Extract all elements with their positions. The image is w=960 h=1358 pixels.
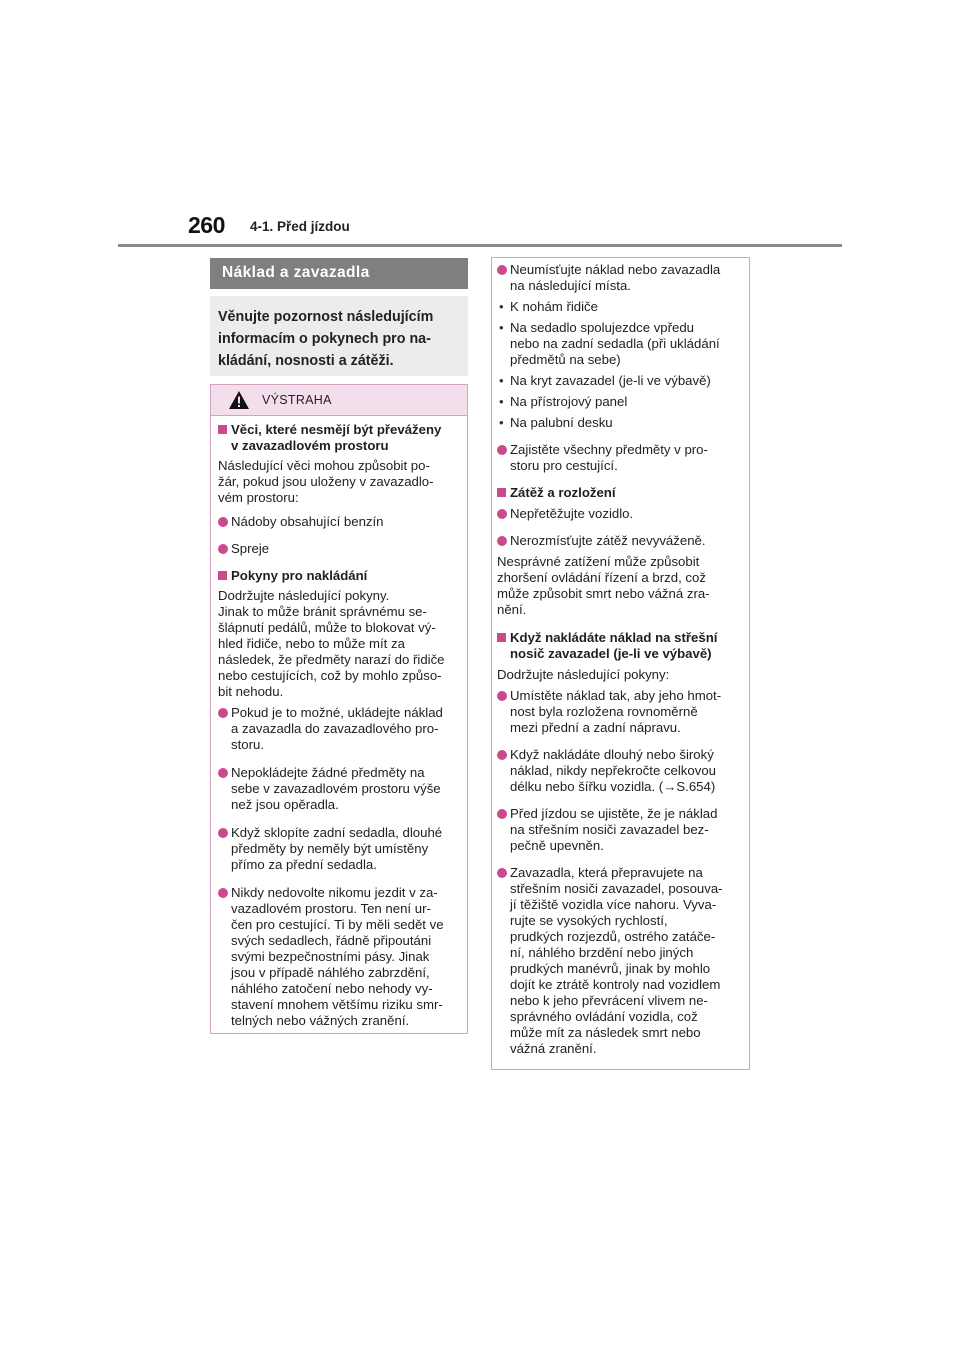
- text-line: svými bezpečnostními pásy. Jinak: [231, 949, 430, 964]
- text-line: může mít za následek smrt nebo: [510, 1025, 701, 1040]
- warning-triangle-icon: [228, 390, 250, 410]
- paragraph: [497, 554, 743, 618]
- text-line: vazadlovém prostoru. Ten není ur-: [231, 901, 431, 916]
- text-line: storu.: [231, 737, 264, 752]
- bullet-item: [497, 415, 743, 431]
- warning-heading: [497, 485, 743, 501]
- list-item: [497, 262, 743, 294]
- intro-box: [210, 296, 468, 376]
- warning-heading: [218, 422, 461, 454]
- text-line: svých sedadlech, řádně připoutáni: [231, 933, 432, 948]
- warning-heading: [497, 630, 743, 662]
- text-line: nění.: [497, 602, 527, 617]
- warning-box: [210, 384, 468, 1034]
- text-line: dojít ke ztrátě kontroly nad vozidlem: [510, 977, 721, 992]
- text-line: střešním nosiči zavazadel, posouva-: [510, 881, 723, 896]
- bullet-item: [497, 299, 743, 315]
- warning-label: VÝSTRAHA: [262, 393, 332, 407]
- text-line: sebe v zavazadlovém prostoru výše: [231, 781, 441, 796]
- text-line: Dodržujte následující pokyny:: [497, 667, 670, 682]
- text-line: mezi přední a zadní nápravu.: [510, 720, 681, 735]
- text-line: Dodržujte následující pokyny.: [218, 588, 390, 603]
- text-line: vážná zranění.: [510, 1041, 597, 1056]
- text-line: Nepřetěžujte vozidlo.: [510, 506, 634, 521]
- text-line: telných nebo vážných zranění.: [231, 1013, 410, 1028]
- text-line: • Na kryt zavazadel (je-li ve výbavě): [510, 373, 711, 388]
- list-item: [497, 506, 743, 522]
- text-line: bit nehodu.: [218, 684, 284, 699]
- text-line: jsou v případě náhlého zabrzdění,: [231, 965, 430, 980]
- text-line: a zavazadla do zavazadlového pro-: [231, 721, 439, 736]
- text-line: Zavazadla, která přepravujete na: [510, 865, 703, 880]
- list-item: [218, 885, 461, 1029]
- list-item: [218, 705, 461, 753]
- list-item: [497, 806, 743, 854]
- list-item: [218, 541, 461, 557]
- text-line: může způsobit smrt nebo vážná zra-: [497, 586, 710, 601]
- paragraph: [218, 588, 461, 700]
- warning-content: [211, 416, 467, 1029]
- text-line: stavení mnohem většímu riziku smr-: [231, 997, 443, 1012]
- list-item: [497, 865, 743, 1057]
- text-line: Nesprávné zatížení může způsobit: [497, 554, 700, 569]
- text-line: Nerozmísťujte zátěž nevyváženě.: [510, 533, 706, 548]
- text-line: Když nakládáte náklad na střešní: [510, 630, 718, 645]
- text-line: pečně upevněn.: [510, 838, 604, 853]
- text-line: • Na sedadlo spolujezdce vpředu: [510, 320, 695, 335]
- text-line: na následující místa.: [510, 278, 631, 293]
- text-line: Spreje: [231, 541, 270, 556]
- text-line: Neumísťujte náklad nebo zavazadla: [510, 262, 721, 277]
- text-line: Nepokládejte žádné předměty na: [231, 765, 425, 780]
- text-line: Nádoby obsahující benzín: [231, 514, 384, 529]
- section-title: Náklad a zavazadla: [210, 258, 468, 289]
- text-line: Zajistěte všechny předměty v pro-: [510, 442, 708, 457]
- bullet-item: [497, 373, 743, 389]
- text-line: • Na palubní desku: [510, 415, 613, 430]
- warning-heading: [218, 568, 461, 584]
- text-line: nebo na zadní sedadla (při ukládání: [510, 336, 720, 351]
- warning-content: [492, 258, 749, 1057]
- text-line: Věci, které nesmějí být převáženy: [231, 422, 442, 437]
- text-line: jí těžiště vozidla více nahoru. Vyva-: [510, 897, 717, 912]
- text-line: šlápnutí pedálů, může to blokovat vý-: [218, 620, 436, 635]
- text-line: prudkých manévrů, jinak by mohlo: [510, 961, 711, 976]
- text-line: náhlého zatočení nebo nehody vy-: [231, 981, 433, 996]
- intro-line: Věnujte pozornost následujícím: [218, 309, 434, 325]
- text-line: storu pro cestující.: [510, 458, 618, 473]
- bullet-item: [497, 320, 743, 368]
- text-line: nosič zavazadel (je-li ve výbavě): [510, 646, 712, 661]
- page-number: 260: [188, 212, 225, 238]
- text-line: hled řidiče, nebo to může mít za: [218, 636, 405, 651]
- text-line: v zavazadlovém prostoru: [231, 438, 389, 453]
- text-line: na střešním nosiči zavazadel bez-: [510, 822, 709, 837]
- text-line: žár, pokud jsou uloženy v zavazadlo-: [218, 474, 434, 489]
- text-line: Jinak to může bránit správnému se-: [218, 604, 427, 619]
- text-line: vém prostoru:: [218, 490, 299, 505]
- text-line: čen pro cestující. Ti by měli sedět ve: [231, 917, 444, 932]
- text-line: přímo za přední sedadla.: [231, 857, 377, 872]
- intro-line: kládání, nosnosti a zátěži.: [218, 353, 394, 369]
- text-line: následek, že předměty narazí do řidiče: [218, 652, 445, 667]
- text-line: správného ovládání vozidla, což: [510, 1009, 698, 1024]
- paragraph: [218, 458, 461, 506]
- list-item: [497, 688, 743, 736]
- text-line: • K nohám řidiče: [510, 299, 598, 314]
- list-item: [218, 825, 461, 873]
- text-line: nost byla rozložena rovnoměrně: [510, 704, 698, 719]
- text-line: • Na přístrojový panel: [510, 394, 628, 409]
- text-line: náklad, nikdy nepřekročte celkovou: [510, 763, 716, 778]
- text-line: Následující věci mohou způsobit po-: [218, 458, 430, 473]
- text-line: délku nebo šířku vozidla. (→S.654): [510, 779, 716, 794]
- text-line: Pokud je to možné, ukládejte náklad: [231, 705, 443, 720]
- text-line: prudkých rozjezdů, ostrého zatáče-: [510, 929, 716, 944]
- text-line: Když sklopíte zadní sedadla, dlouhé: [231, 825, 443, 840]
- list-item: [497, 533, 743, 549]
- chapter-title: 4-1. Před jízdou: [250, 219, 350, 234]
- text-line: ní, náhlého brzdění nebo jiných: [510, 945, 694, 960]
- list-item: [218, 514, 461, 530]
- text-line: Když nakládáte dlouhý nebo široký: [510, 747, 714, 762]
- paragraph: [497, 667, 743, 683]
- text-line: předmětů na sebe): [510, 352, 621, 367]
- text-line: než jsou opěradla.: [231, 797, 339, 812]
- text-line: Zátěž a rozložení: [510, 485, 616, 500]
- warning-header: [211, 385, 467, 416]
- text-line: Nikdy nedovolte nikomu jezdit v za-: [231, 885, 438, 900]
- text-line: Pokyny pro nakládání: [231, 568, 368, 583]
- header-rule: [118, 244, 842, 247]
- text-line: nebo k jeho převrácení vlivem ne-: [510, 993, 708, 1008]
- text-line: Umístěte náklad tak, aby jeho hmot-: [510, 688, 722, 703]
- text-line: zhoršení ovládání řízení a brzd, což: [497, 570, 706, 585]
- list-item: [218, 765, 461, 813]
- text-line: předměty by neměly být umístěny: [231, 841, 429, 856]
- list-item: [497, 442, 743, 474]
- list-item: [497, 747, 743, 795]
- text-line: Před jízdou se ujistěte, že je náklad: [510, 806, 718, 821]
- text-line: rujte se vysokých rychlostí,: [510, 913, 668, 928]
- bullet-item: [497, 394, 743, 410]
- text-line: nebo cestujících, což by mohlo způso-: [218, 668, 442, 683]
- intro-line: informacím o pokynech pro na-: [218, 331, 431, 347]
- warning-box-continued: [491, 257, 750, 1070]
